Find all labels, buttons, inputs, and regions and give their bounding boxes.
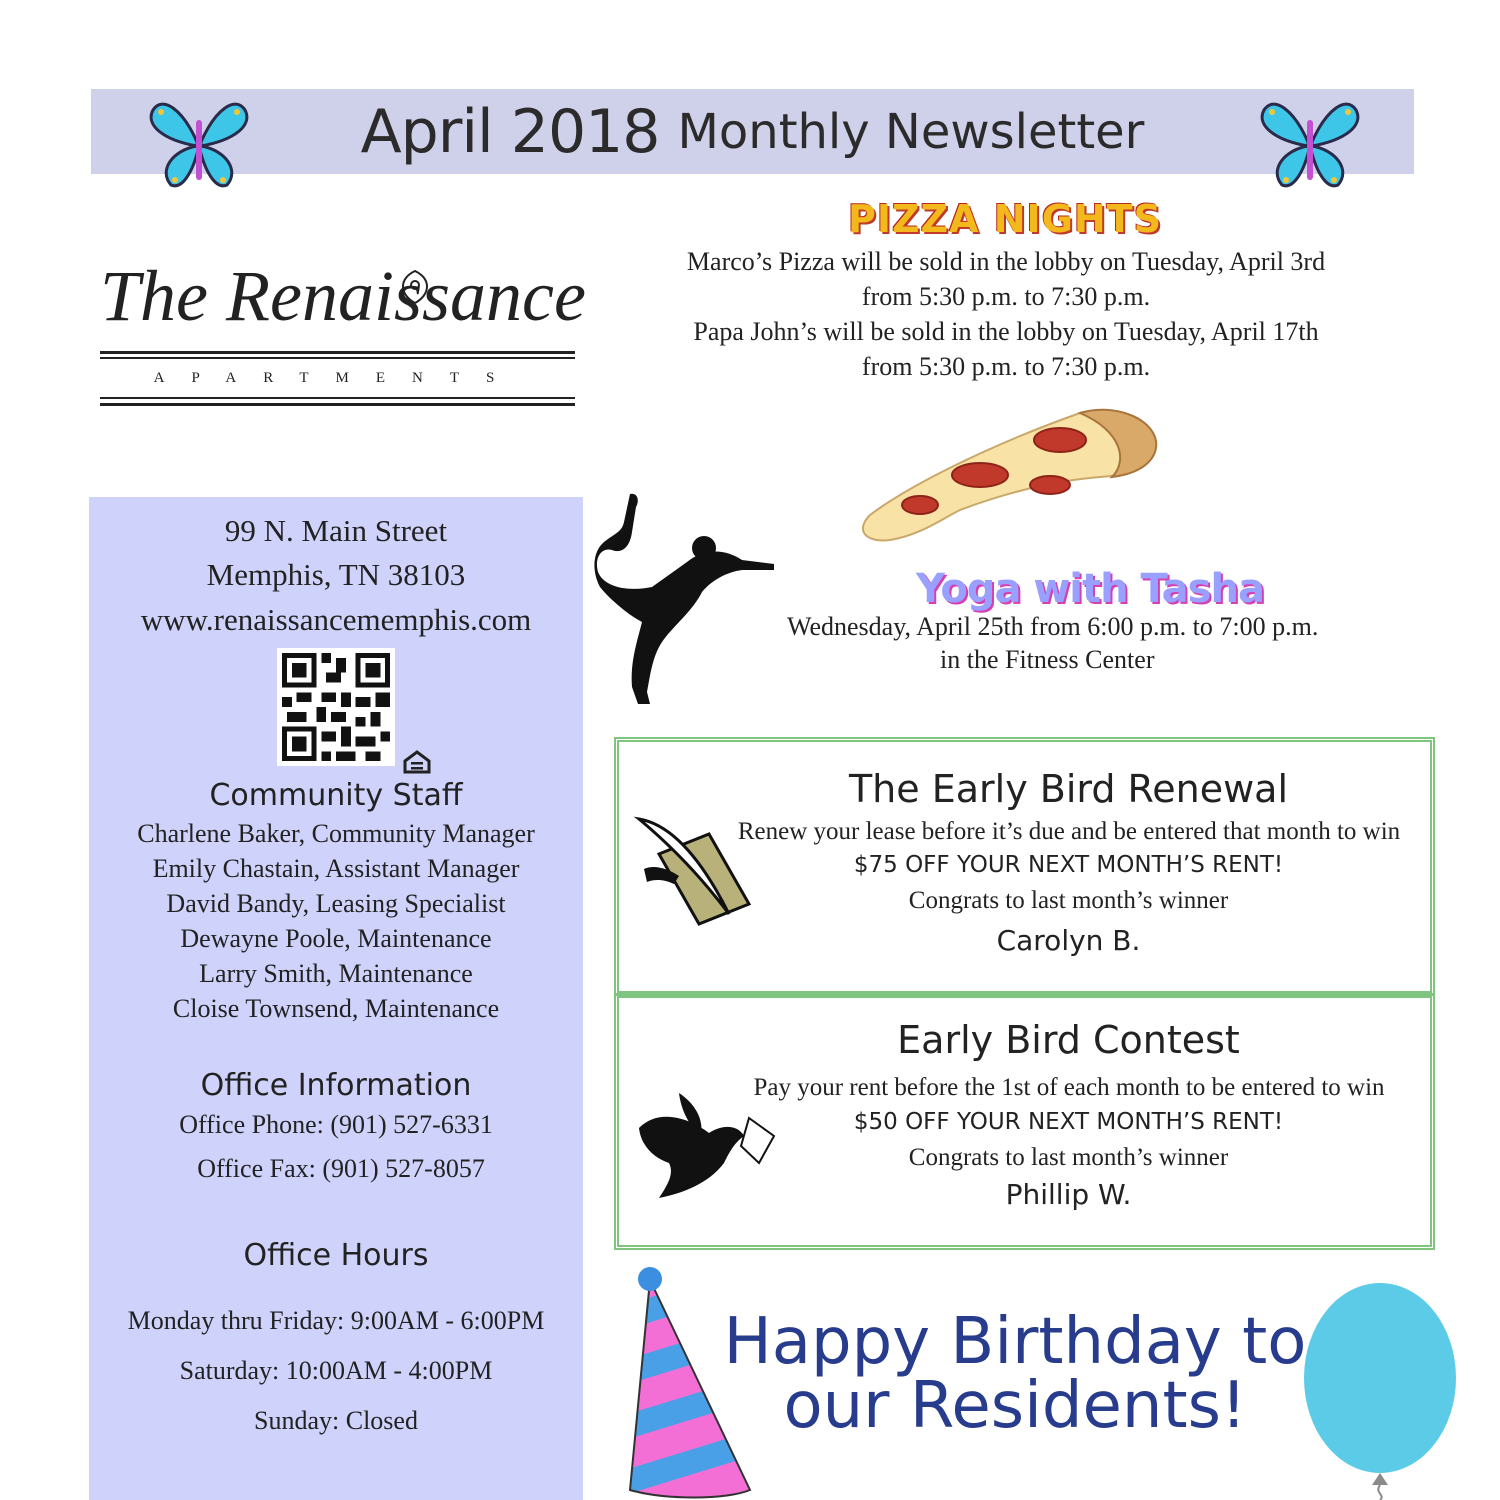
yoga-title: Yoga with Tasha: [916, 566, 1264, 612]
hours-heading: Office Hours: [243, 1238, 429, 1273]
contest-congrats: Congrats to last month’s winner: [908, 1144, 1229, 1171]
renewal-text: Renew your lease before it’s due and be entered that month to win: [737, 818, 1401, 845]
newsletter-title: [91, 89, 1414, 174]
staff-member: Cloise Townsend, Maintenance: [172, 994, 500, 1023]
equal-housing-icon: [402, 750, 432, 774]
staff-member: Dewayne Poole, Maintenance: [180, 924, 492, 953]
contest-winner: Phillip W.: [1005, 1178, 1132, 1211]
ornament-icon: [390, 265, 440, 305]
staff-member: Emily Chastain, Assistant Manager: [152, 854, 520, 883]
renewal-prize: $75 OFF YOUR NEXT MONTH’S RENT!: [853, 852, 1284, 878]
staff-member: Larry Smith, Maintenance: [199, 959, 473, 988]
pizza-line: Marco’s Pizza will be sold in the lobby on Tuesday, April 3rd: [686, 247, 1326, 276]
contest-title: Early Bird Contest: [897, 1018, 1240, 1062]
newsletter-header: [91, 89, 1414, 174]
staff-member: David Bandy, Leasing Specialist: [166, 889, 506, 918]
pizza-nights-title: PIZZA NIGHTS: [848, 197, 1162, 241]
butterfly-icon: [1254, 90, 1366, 194]
quill-contract-icon: [629, 814, 754, 929]
qr-code-icon: [276, 648, 396, 766]
balloon-icon: [1302, 1283, 1460, 1500]
renewal-title: The Early Bird Renewal: [848, 767, 1289, 811]
logo-wordmark: The Renaissance: [100, 256, 586, 336]
newsletter-month: April 2018: [360, 96, 660, 167]
butterfly-icon: [143, 90, 255, 194]
newsletter-heading: Monthly Newsletter: [677, 103, 1145, 160]
early-bird-renewal-box: [614, 737, 1435, 996]
birthday-message: [700, 1305, 1330, 1443]
pizza-line: Papa John’s will be sold in the lobby on Tuesday, April 17th: [693, 317, 1319, 346]
renaissance-logo: [100, 255, 586, 415]
birthday-line: Happy Birthday to: [723, 1305, 1307, 1379]
hours-saturday: Saturday: 10:00AM - 4:00PM: [179, 1356, 493, 1385]
info-panel: [89, 497, 583, 1500]
pizza-line: from 5:30 p.m. to 7:30 p.m.: [861, 282, 1151, 311]
office-phone: Office Phone: (901) 527-6331: [179, 1110, 493, 1139]
office-fax: Office Fax: (901) 527-8057: [197, 1154, 485, 1183]
staff-member: Charlene Baker, Community Manager: [137, 819, 535, 848]
birthday-line: our Residents!: [783, 1369, 1247, 1443]
early-bird-contest-box: [614, 993, 1435, 1250]
yoga-pose-icon: [592, 492, 777, 707]
logo-tagline: APARTMENTS: [153, 370, 522, 386]
city-address: Memphis, TN 38103: [206, 557, 466, 592]
staff-heading: Community Staff: [209, 778, 463, 813]
hours-sunday: Sunday: Closed: [254, 1406, 418, 1435]
website-link[interactable]: www.renaissancememphis.com: [140, 602, 532, 637]
yoga-location: in the Fitness Center: [940, 645, 1155, 674]
hours-weekday: Monday thru Friday: 9:00AM - 6:00PM: [127, 1306, 545, 1335]
renewal-congrats: Congrats to last month’s winner: [908, 887, 1229, 914]
contest-prize: $50 OFF YOUR NEXT MONTH’S RENT!: [853, 1109, 1284, 1135]
pizza-slice-icon: [850, 395, 1160, 545]
street-address: 99 N. Main Street: [224, 513, 448, 548]
yoga-date: Wednesday, April 25th from 6:00 p.m. to 7:00 p.m.: [787, 612, 1319, 641]
pizza-line: from 5:30 p.m. to 7:30 p.m.: [861, 352, 1151, 381]
contest-text: Pay your rent before the 1st of each month to be entered to win: [753, 1074, 1385, 1101]
bird-letter-icon: [629, 1088, 779, 1203]
renewal-winner: Carolyn B.: [996, 924, 1141, 957]
office-heading: Office Information: [200, 1068, 472, 1103]
